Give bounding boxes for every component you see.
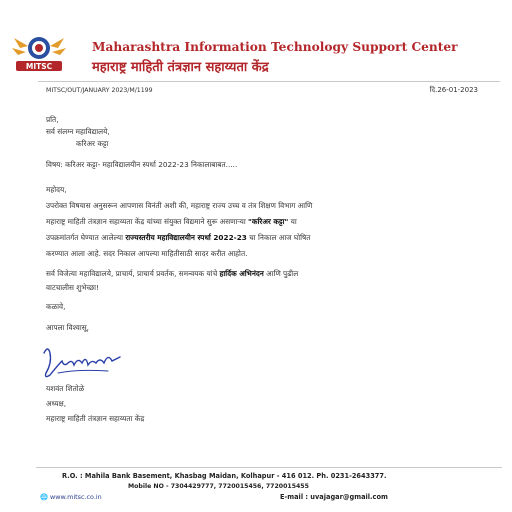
footer-address: R.O. : Mahila Bank Basement, Khasbag Maidan, Kolhapur - 416 012. Ph. 0231-2643377. — [62, 472, 387, 480]
reference-number: MITSC/OUT/JANUARY 2023/M/1199 — [46, 87, 153, 94]
para1-text: उपक्रमांतर्गत घेण्यात आलेल्या — [46, 233, 126, 242]
career-katta-highlight: "करिअर कट्टा" — [248, 217, 289, 226]
footer-divider — [36, 467, 502, 468]
para1-text: चा निकाल आज घोषित — [246, 233, 311, 242]
addressee-line-3: करिअर कट्टा — [76, 139, 109, 148]
closing-kalave: कळावे, — [46, 302, 66, 311]
para2-text: सर्व विजेत्या महाविद्यालये, प्राचार्य, प्राचार्य प्रवर्तक, समन्वयक यांचे — [46, 269, 220, 278]
body-paragraph-1-line-2 — [46, 215, 297, 228]
congratulations-highlight: हार्दिक अभिनंदन — [219, 269, 264, 278]
closing-yours: आपला विश्वासू, — [46, 323, 90, 332]
footer-email[interactable]: E-mail : uvajagar@gmail.com — [280, 493, 388, 501]
website-link[interactable]: www.mitsc.co.in — [50, 493, 102, 501]
salutation: महोदय, — [46, 185, 67, 194]
mitsc-logo — [10, 34, 68, 74]
signatory-title: अध्यक्ष, — [46, 399, 67, 408]
org-name-english: Maharashtra Information Technology Support Center — [92, 40, 458, 54]
footer-website[interactable] — [40, 493, 102, 501]
para1-text: या — [288, 217, 297, 226]
signatory-org: महाराष्ट्र माहिती तंत्रज्ञान सहाय्यता केंद्र — [46, 414, 145, 423]
addressee-line-2: सर्व संलग्न महाविद्यालये, — [46, 127, 110, 136]
signatory-name: यशवंत शितोळे — [46, 384, 85, 393]
body-paragraph-2-line-1 — [46, 267, 298, 280]
body-paragraph-2-line-2: वाटचालीस शुभेच्छा! — [46, 283, 99, 292]
footer-mobile: Mobile NO - 7304429777, 7720015456, 7720015455 — [128, 483, 309, 490]
addressee-line-1: प्रति, — [46, 115, 59, 124]
competition-highlight: राज्यस्तरीय महाविद्यालयीन स्पर्धा 2022-23 — [125, 233, 247, 242]
header-divider — [38, 81, 500, 82]
logo-text: MITSC — [25, 62, 53, 71]
body-paragraph-1-line-4: करण्यात आला आहे. सदर निकाल आपल्या माहितीसाठी सादर करीत आहोत. — [46, 249, 248, 258]
para2-text: आणि पुढील — [263, 269, 299, 278]
para1-text: महाराष्ट्र माहिती तंत्रज्ञान सहाय्यता केंद्र यांच्या संयुक्त विद्यमाने सुरू असणाऱ्या — [46, 217, 249, 226]
body-paragraph-1-line-1: उपरोक्त विषयास अनुसरून आपणास विनंती अशी की, महाराष्ट्र राज्य उच्च व तंत्र शिक्षण विभाग आणि — [46, 201, 313, 210]
org-name-marathi: महाराष्ट्र माहिती तंत्रज्ञान सहाय्यता केंद्र — [92, 60, 269, 75]
body-paragraph-1-line-3 — [46, 231, 310, 244]
letter-date: दि.26-01-2023 — [429, 86, 478, 94]
subject-line: विषय: करिअर कट्टा- महाविद्यालयीन स्पर्धा 2022-23 निकालाबाबत..... — [46, 160, 238, 169]
signature-image — [38, 343, 126, 383]
globe-icon: 🌐 — [40, 493, 50, 501]
